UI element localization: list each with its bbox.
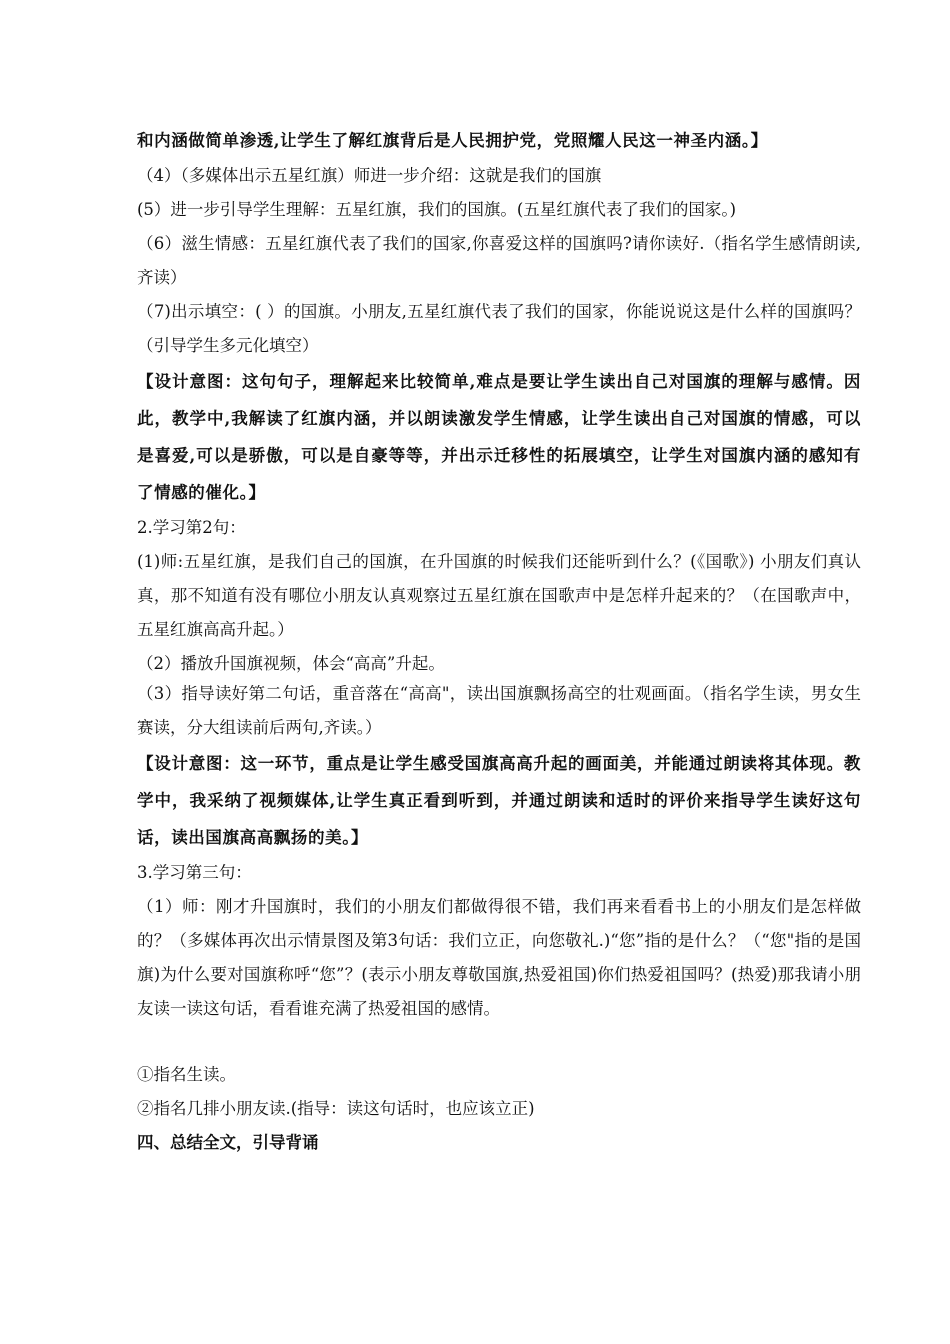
sentence-2-step-2: （2）播放升国旗视频，体会“高高”升起。 <box>137 654 445 673</box>
section-heading-4: 四、总结全文，引导背诵 <box>137 1133 319 1152</box>
section-learn-sentence-2: 2.学习第2句： <box>137 518 246 537</box>
document-page <box>137 122 861 1160</box>
step-6-emotion: （6）滋生情感：五星红旗代表了我们的国家,你喜爱这样的国旗吗?请你读好.（指名学生感情朗读,齐读） <box>137 234 861 287</box>
blank-gap <box>137 1026 861 1058</box>
design-intent-continuation: 和内涵做简单渗透,让学生了解红旗背后是人民拥护党，党照耀人民这一神圣内涵。】 <box>137 131 768 150</box>
sentence-2-step-3: （3）指导读好第二句话，重音落在“高高"，读出国旗飘扬高空的壮观画面。（指名学生读，男女生赛读，分大组读前后两句,齐读。） <box>137 684 861 737</box>
step-5-understand: (5）进一步引导学生理解：五星红旗，我们的国旗。(五星红旗代表了我们的国家。) <box>137 200 737 219</box>
step-4-show-flag: （4）（多媒体出示五星红旗）师进一步介绍：这就是我们的国旗 <box>137 166 602 185</box>
step-7-fill-blank: （7)出示填空：( ）的国旗。小朋友,五星红旗代表了我们的国家，你能说说这是什么样的国旗吗？（引导学生多元化填空） <box>137 302 861 355</box>
design-intent-2: 【设计意图：这一环节，重点是让学生感受国旗高高升起的画面美，并能通过朗读将其体现。教学中，我采纳了视频媒体,让学生真正看到听到，并通过朗读和适时的评价来指导学生读好这句话，读出国旗高高飘扬的美。】 <box>137 754 861 847</box>
section-learn-sentence-3: 3.学习第三句： <box>137 863 252 882</box>
item-circled-1: ①指名生读。 <box>137 1065 236 1084</box>
design-intent-1: 【设计意图：这句句子，理解起来比较简单,难点是要让学生读出自己对国旗的理解与感情。因此，教学中,我解读了红旗内涵，并以朗读激发学生情感，让学生读出自己对国旗的情感，可以是喜爱,可以是骄傲，可以是自豪等等，并出示迁移性的拓展填空，让学生对国旗内涵的感知有了情感的催化。】 <box>137 372 861 502</box>
sentence-3-step-1: （1）师：刚才升国旗时，我们的小朋友们都做得很不错，我们再来看看书上的小朋友们是怎样做的？（多媒体再次出示情景图及第3句话：我们立正，向您敬礼.)“您”指的是什么？（“您"指的是国旗)为什么要对国旗称呼“您”？(表示小朋友尊敬国旗,热爱祖国)你们热爱祖国吗？(热爱)那我请小朋友读一读这句话，看看谁充满了热爱祖国的感情。 <box>137 897 861 1018</box>
item-circled-2: ②指名几排小朋友读.(指导：读这句话时，也应该立正) <box>137 1099 535 1118</box>
sentence-2-step-1: (1)师:五星红旗，是我们自己的国旗，在升国旗的时候我们还能听到什么？(《国歌》) 小朋友们真认真，那不知道有没有哪位小朋友认真观察过五星红旗在国歌声中是怎样升起来的？（在国歌声中，五星红旗高高升起。） <box>137 552 861 639</box>
